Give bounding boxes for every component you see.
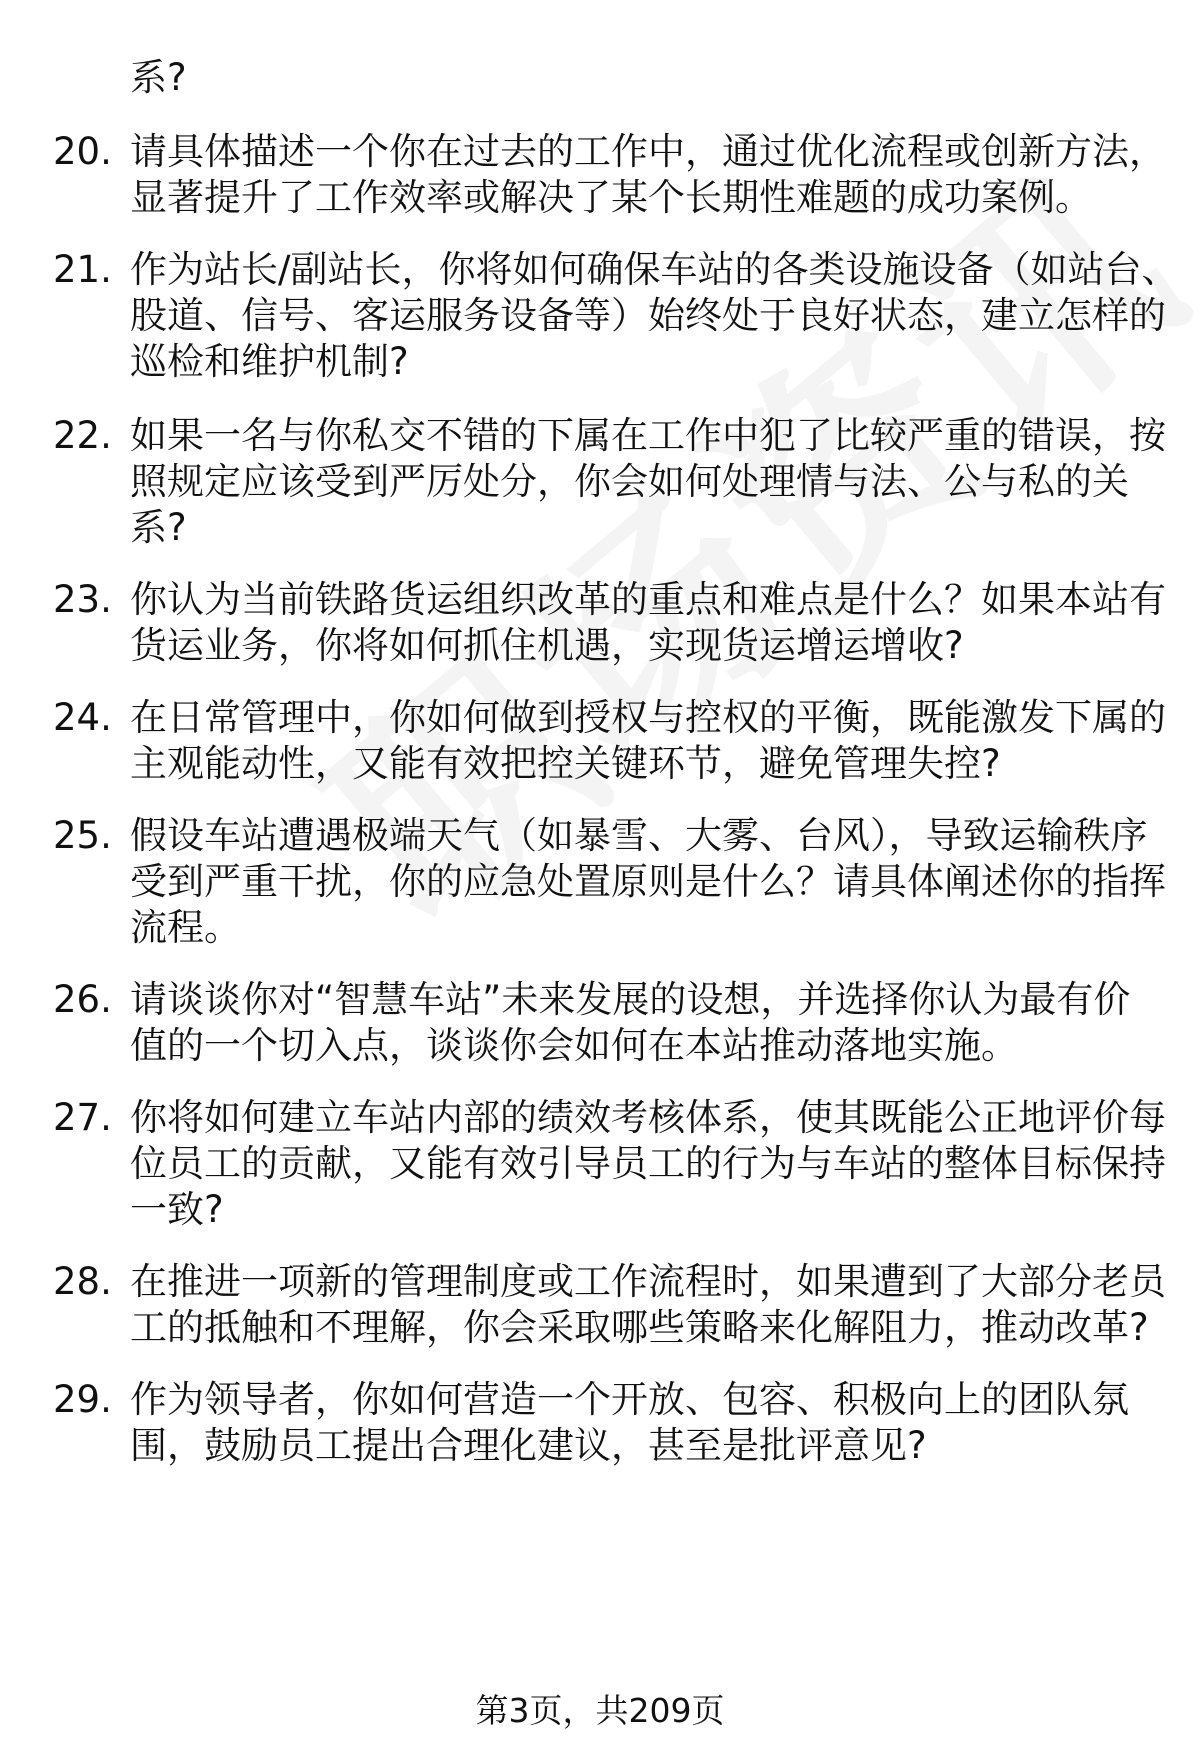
- question-22-line-2: 照规定应该受到严厉处分，你会如何处理情与法、公与私的关: [130, 460, 1129, 503]
- question-27-line-3: 一致?: [130, 1188, 224, 1231]
- question-19-line-3: 系?: [130, 56, 187, 99]
- question-22-line-1: 如果一名与你私交不错的下属在工作中犯了比较严重的错误，按: [130, 414, 1166, 457]
- question-number: 24.: [53, 696, 112, 739]
- question-24-line-1: 在日常管理中，你如何做到授权与控权的平衡，既能激发下属的: [130, 696, 1166, 739]
- question-number: 28.: [53, 1260, 112, 1303]
- question-number: 22.: [53, 414, 112, 457]
- question-number: 27.: [53, 1096, 112, 1139]
- question-23-line-1: 你认为当前铁路货运组织改革的重点和难点是什么？如果本站有: [130, 578, 1166, 621]
- question-number: 25.: [53, 814, 112, 857]
- question-25-line-3: 流程。: [130, 906, 241, 949]
- question-28-line-2: 工的抵触和不理解，你会采取哪些策略来化解阻力，推动改革?: [130, 1306, 1149, 1349]
- question-20-line-2: 显著提升了工作效率或解决了某个长期性难题的成功案例。: [130, 176, 1092, 219]
- question-number: 26.: [53, 978, 112, 1021]
- question-21-line-3: 巡检和维护机制?: [130, 340, 409, 383]
- question-number: 21.: [53, 248, 112, 291]
- page-number-footer: 第3页，共209页: [475, 1691, 725, 1730]
- question-25-line-1: 假设车站遭遇极端天气（如暴雪、大雾、台风），导致运输秩序: [130, 814, 1148, 857]
- question-21-line-1: 作为站长/副站长，你将如何确保车站的各类设施设备（如站台、: [130, 248, 1179, 291]
- question-29-line-1: 作为领导者，你如何营造一个开放、包容、积极向上的团队氛: [130, 1378, 1129, 1421]
- question-26-line-1: 请谈谈你对“智慧车站”未来发展的设想，并选择你认为最有价: [130, 978, 1131, 1021]
- question-number: 29.: [53, 1378, 112, 1421]
- question-29-line-2: 围，鼓励员工提出合理化建议，甚至是批评意见?: [130, 1424, 927, 1467]
- question-21-line-2: 股道、信号、客运服务设备等）始终处于良好状态，建立怎样的: [130, 294, 1166, 337]
- question-23-line-2: 货运业务，你将如何抓住机遇，实现货运增运增收?: [130, 624, 964, 667]
- question-25-line-2: 受到严重干扰，你的应急处置原则是什么？请具体阐述你的指挥: [130, 860, 1166, 903]
- question-number: 23.: [53, 578, 112, 621]
- question-20-line-1: 请具体描述一个你在过去的工作中，通过优化流程或创新方法，: [130, 130, 1166, 173]
- question-24-line-2: 主观能动性，又能有效把控关键环节，避免管理失控?: [130, 742, 1001, 785]
- question-28-line-1: 在推进一项新的管理制度或工作流程时，如果遭到了大部分老员: [130, 1260, 1166, 1303]
- question-22-line-3: 系?: [130, 506, 187, 549]
- question-27-line-2: 位员工的贡献，又能有效引导员工的行为与车站的整体目标保持: [130, 1142, 1166, 1185]
- question-27-line-1: 你将如何建立车站内部的绩效考核体系，使其既能公正地评价每: [130, 1096, 1166, 1139]
- question-26-line-2: 值的一个切入点，谈谈你会如何在本站推动落地实施。: [130, 1024, 1018, 1067]
- question-number: 20.: [53, 130, 112, 173]
